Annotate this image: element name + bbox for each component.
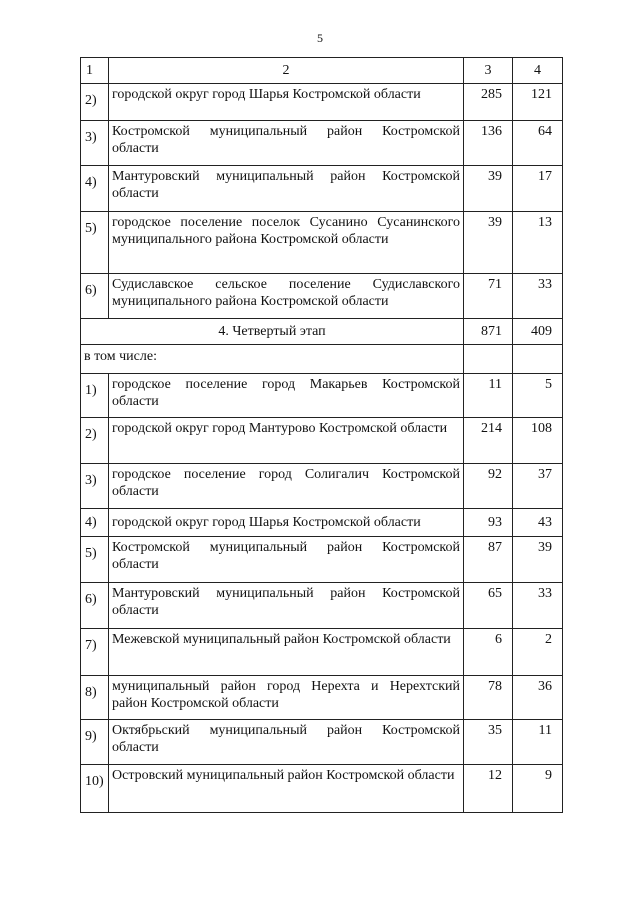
value-col-3: 78 bbox=[464, 676, 513, 720]
value-col-4: 43 bbox=[513, 509, 563, 537]
municipality-name: Костромской муниципальный район Костромской области bbox=[109, 537, 464, 583]
including-row bbox=[81, 345, 563, 374]
value-col-4: 108 bbox=[513, 418, 563, 464]
value-col-4: 2 bbox=[513, 629, 563, 676]
municipality-name: Октябрьский муниципальный район Костромской области bbox=[109, 720, 464, 765]
value-col-4: 11 bbox=[513, 720, 563, 765]
row-number: 4) bbox=[81, 509, 109, 537]
value-col-4: 5 bbox=[513, 374, 563, 418]
municipality-name: городское поселение поселок Сусанино Сусанинского муниципального района Костромской области bbox=[109, 212, 464, 274]
page-number: 5 bbox=[317, 31, 323, 45]
value-col-3: 11 bbox=[464, 374, 513, 418]
value-col-3: 39 bbox=[464, 212, 513, 274]
stage-title: 4. Четвертый этап bbox=[81, 319, 464, 345]
row-number: 3) bbox=[81, 121, 109, 166]
municipality-name: Островский муниципальный район Костромской области bbox=[109, 765, 464, 813]
header-col-1: 1 bbox=[81, 58, 109, 84]
row-number: 2) bbox=[81, 418, 109, 464]
table-row bbox=[81, 84, 563, 121]
table-header-row bbox=[81, 58, 563, 84]
value-col-4: 33 bbox=[513, 583, 563, 629]
row-number: 2) bbox=[81, 84, 109, 121]
row-number: 5) bbox=[81, 212, 109, 274]
value-col-3: 92 bbox=[464, 464, 513, 509]
stage-total-col-4: 409 bbox=[513, 319, 563, 345]
row-number: 1) bbox=[81, 374, 109, 418]
including-empty-col-4 bbox=[513, 345, 563, 374]
value-col-4: 39 bbox=[513, 537, 563, 583]
row-number: 6) bbox=[81, 583, 109, 629]
value-col-3: 214 bbox=[464, 418, 513, 464]
municipality-name: городской округ город Шарья Костромской области bbox=[109, 509, 464, 537]
value-col-3: 39 bbox=[464, 166, 513, 212]
municipality-name: городской округ город Шарья Костромской области bbox=[109, 84, 464, 121]
table-row bbox=[81, 464, 563, 509]
including-label: в том числе: bbox=[81, 345, 464, 374]
value-col-3: 65 bbox=[464, 583, 513, 629]
value-col-4: 121 bbox=[513, 84, 563, 121]
header-col-3: 3 bbox=[464, 58, 513, 84]
value-col-4: 36 bbox=[513, 676, 563, 720]
value-col-4: 9 bbox=[513, 765, 563, 813]
row-number: 7) bbox=[81, 629, 109, 676]
value-col-3: 285 bbox=[464, 84, 513, 121]
municipality-name: городское поселение город Солигалич Костромской области bbox=[109, 464, 464, 509]
table-row bbox=[81, 720, 563, 765]
table-row bbox=[81, 509, 563, 537]
municipality-name: городское поселение город Макарьев Костромской области bbox=[109, 374, 464, 418]
row-number: 9) bbox=[81, 720, 109, 765]
table-row bbox=[81, 629, 563, 676]
allocation-table bbox=[80, 57, 563, 813]
row-number: 4) bbox=[81, 166, 109, 212]
municipality-name: Межевской муниципальный район Костромской области bbox=[109, 629, 464, 676]
stage-total-col-3: 871 bbox=[464, 319, 513, 345]
value-col-4: 13 bbox=[513, 212, 563, 274]
value-col-3: 136 bbox=[464, 121, 513, 166]
municipality-name: Костромской муниципальный район Костромской области bbox=[109, 121, 464, 166]
row-number: 6) bbox=[81, 274, 109, 319]
table-row bbox=[81, 121, 563, 166]
row-number: 5) bbox=[81, 537, 109, 583]
row-number: 8) bbox=[81, 676, 109, 720]
stage-row bbox=[81, 319, 563, 345]
municipality-name: Мантуровский муниципальный район Костромской области bbox=[109, 166, 464, 212]
value-col-3: 93 bbox=[464, 509, 513, 537]
value-col-4: 33 bbox=[513, 274, 563, 319]
municipality-name: муниципальный район город Нерехта и Нерехтский район Костромской области bbox=[109, 676, 464, 720]
table-row bbox=[81, 418, 563, 464]
value-col-4: 17 bbox=[513, 166, 563, 212]
header-col-4: 4 bbox=[513, 58, 563, 84]
table-row bbox=[81, 765, 563, 813]
row-number: 10) bbox=[81, 765, 109, 813]
table-row bbox=[81, 374, 563, 418]
row-number: 3) bbox=[81, 464, 109, 509]
table-row bbox=[81, 537, 563, 583]
table-row bbox=[81, 166, 563, 212]
value-col-3: 71 bbox=[464, 274, 513, 319]
municipality-name: Судиславское сельское поселение Судиславского муниципального района Костромской области bbox=[109, 274, 464, 319]
table-row bbox=[81, 274, 563, 319]
including-empty-col-3 bbox=[464, 345, 513, 374]
value-col-4: 64 bbox=[513, 121, 563, 166]
municipality-name: Мантуровский муниципальный район Костромской области bbox=[109, 583, 464, 629]
municipality-name: городской округ город Мантурово Костромской области bbox=[109, 418, 464, 464]
table-row bbox=[81, 583, 563, 629]
value-col-3: 6 bbox=[464, 629, 513, 676]
table-row bbox=[81, 212, 563, 274]
table-row bbox=[81, 676, 563, 720]
header-col-2: 2 bbox=[109, 58, 464, 84]
value-col-4: 37 bbox=[513, 464, 563, 509]
value-col-3: 87 bbox=[464, 537, 513, 583]
value-col-3: 12 bbox=[464, 765, 513, 813]
value-col-3: 35 bbox=[464, 720, 513, 765]
